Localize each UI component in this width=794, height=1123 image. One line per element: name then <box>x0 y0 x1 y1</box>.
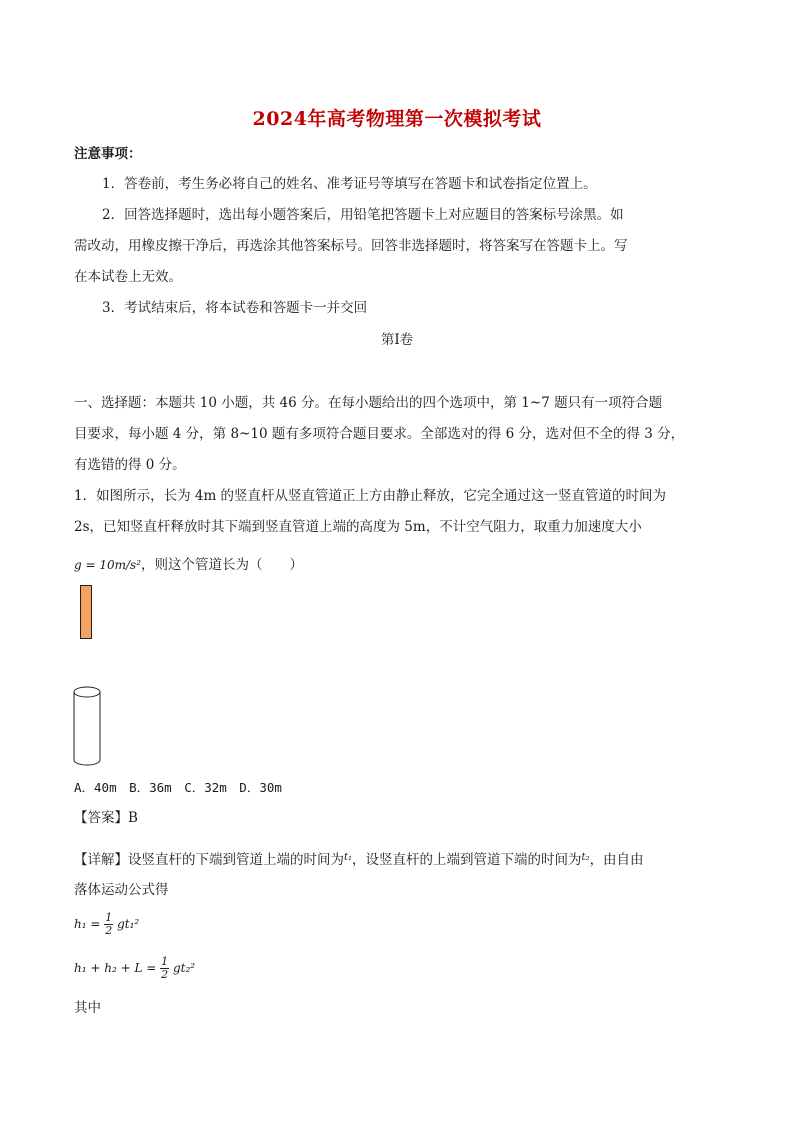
question-1-line-1: 1．如图所示，长为 4m 的竖直杆从竖直管道正上方由静止释放，它完全通过这一竖直管道的时间为 <box>74 488 667 504</box>
section-intro-line-2: 目要求，每小题 4 分，第 8~10 题有多项符合题目要求。全部选对的得 6 分，选对但不全的得 3 分， <box>74 426 685 442</box>
equation-2-numerator: 1 <box>161 955 169 968</box>
volume-label: 第Ⅰ卷 <box>380 332 414 348</box>
detail-where: 其中 <box>74 1000 101 1016</box>
question-1-stem-end: ，则这个管道长为（ ） <box>141 557 304 573</box>
detail-text-3: ，由自由 <box>589 852 644 868</box>
equation-1-rhs: gt₁² <box>117 917 140 931</box>
detail-text-2: ，设竖直杆的上端到管道下端的时间为 <box>352 852 582 868</box>
equation-1 <box>74 912 139 937</box>
equation-2 <box>74 956 195 981</box>
detail-line-2: 落体运动公式得 <box>74 882 169 898</box>
equation-2-rhs: gt₂² <box>172 961 196 975</box>
equation-2-lhs: h₁ + h₂ + L = <box>74 961 157 975</box>
gravity-formula: g = 10m/s² <box>74 558 142 572</box>
notice-heading: 注意事项： <box>74 146 142 162</box>
question-1-line-3 <box>74 555 303 575</box>
detail-t1: t₁ <box>344 852 353 863</box>
equation-1-denominator: 2 <box>105 924 113 937</box>
notice-item-2-line-2: 需改动，用橡皮擦干净后，再选涂其他答案标号。回答非选择题时，将答案写在答题卡上。写 <box>74 238 628 254</box>
section-intro-line-3: 有选错的得 0 分。 <box>74 457 186 473</box>
notice-item-1: 1．答卷前，考生务必将自己的姓名、准考证号等填写在答题卡和试卷指定位置上。 <box>102 176 597 192</box>
exam-title: 2024年高考物理第一次模拟考试 <box>252 108 542 130</box>
notice-item-2-line-3: 在本试卷上无效。 <box>74 269 182 285</box>
detail-text-1: 【详解】设竖直杆的下端到管道上端的时间为 <box>74 852 344 868</box>
notice-item-3: 3．考试结束后，将本试卷和答题卡一并交回 <box>102 300 368 316</box>
detail-line-1 <box>74 848 644 870</box>
equation-1-fraction <box>104 912 113 937</box>
equation-2-fraction <box>160 956 169 981</box>
section-intro-line-1: 一、选择题：本题共 10 小题，共 46 分。在每小题给出的四个选项中，第 1~7 题只有一项符合题 <box>74 395 663 411</box>
question-1-options: A．40m B．36m C．32m D．30m <box>74 780 282 795</box>
equation-2-denominator: 2 <box>161 968 169 981</box>
equation-1-numerator: 1 <box>105 911 113 924</box>
notice-item-2-line-1: 2．回答选择题时，选出每小题答案后，用铅笔把答题卡上对应题目的答案标号涂黑。如 <box>102 207 624 223</box>
detail-t2: t₂ <box>581 852 590 863</box>
vertical-rod-figure <box>80 585 92 639</box>
vertical-tube-figure <box>72 685 102 767</box>
question-1-line-2: 2s，已知竖直杆释放时其下端到竖直管道上端的高度为 5m，不计空气阻力，取重力加速度大小 <box>74 519 642 535</box>
equation-1-lhs: h₁ = <box>74 917 101 931</box>
answer-label: 【答案】B <box>74 810 138 826</box>
